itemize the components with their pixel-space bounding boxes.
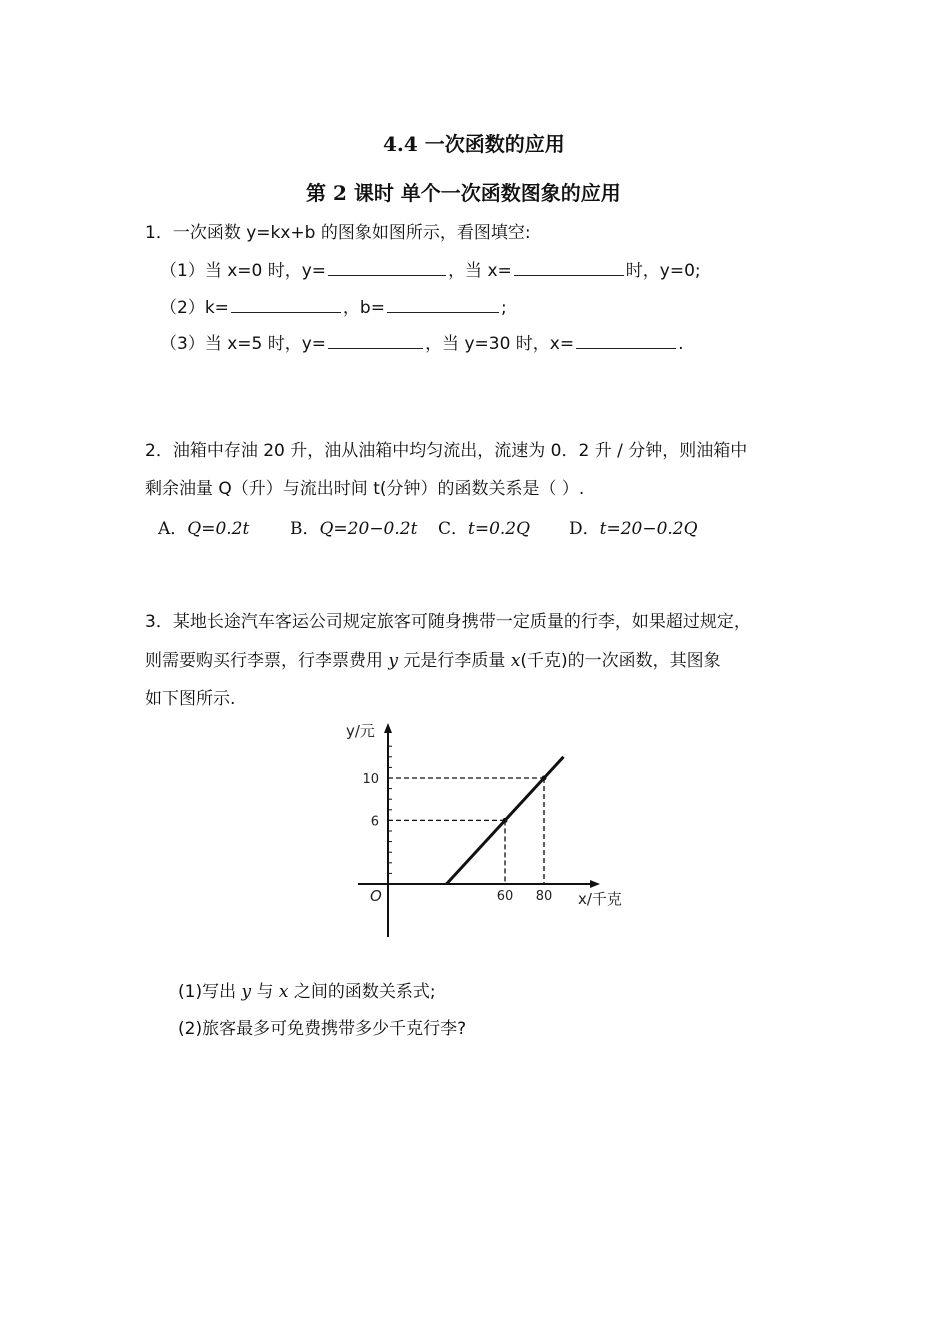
answer-blank[interactable] bbox=[387, 294, 499, 313]
option-label: B． bbox=[290, 519, 320, 539]
q3-sub2: (2)旅客最多可免费携带多少千克行李? bbox=[178, 1019, 467, 1039]
x-tick-label: 60 bbox=[496, 889, 514, 904]
q3-line2-text-b: 元是行李质量 bbox=[398, 651, 511, 671]
answer-blank[interactable] bbox=[231, 294, 341, 313]
option-label: C． bbox=[438, 519, 469, 539]
x-tick-label: 80 bbox=[535, 889, 553, 904]
q3-sub1 bbox=[178, 977, 436, 1002]
q3-line3: 如下图所示. bbox=[145, 689, 236, 709]
q1-part1 bbox=[160, 256, 701, 281]
data-point bbox=[542, 776, 547, 781]
page-subtitle: 第 2 课时 单个一次函数图象的应用 bbox=[306, 181, 621, 205]
data-point bbox=[503, 818, 508, 823]
x-axis-arrow bbox=[590, 880, 600, 888]
option-expr: t=0.2Q bbox=[468, 519, 531, 539]
option-label: A． bbox=[158, 519, 188, 539]
q3-line2-text-a: 则需要购买行李票，行李票费用 bbox=[145, 651, 389, 671]
q1-part3-text-b: ，当 y=30 时，x= bbox=[425, 334, 575, 354]
q3-line1: 3．某地长途汽车客运公司规定旅客可随身携带一定质量的行李，如果超过规定， bbox=[145, 612, 751, 632]
answer-blank[interactable] bbox=[328, 330, 423, 349]
var-x: x bbox=[278, 982, 289, 1002]
q1-part1-text-b: ，当 x= bbox=[448, 261, 512, 281]
var-y: y bbox=[241, 982, 252, 1002]
page-title: 4.4 一次函数的应用 bbox=[383, 132, 565, 156]
q3-sub1-text-a: (1)写出 bbox=[178, 982, 242, 1002]
var-y: y bbox=[388, 651, 399, 671]
answer-blank[interactable] bbox=[328, 257, 446, 276]
var-x: x bbox=[510, 651, 521, 671]
option-expr: Q=0.2t bbox=[187, 519, 250, 539]
q3-sub1-text-b: 与 bbox=[251, 982, 279, 1002]
option-label: D． bbox=[569, 519, 600, 539]
answer-blank[interactable] bbox=[576, 330, 676, 349]
x-axis-label: x/千克 bbox=[578, 890, 622, 908]
y-tick-label: 10 bbox=[362, 772, 379, 787]
q1-part1-text-c: 时，y=0; bbox=[625, 261, 701, 281]
q2-option-c[interactable] bbox=[438, 514, 530, 539]
q1-part3-text-a: （3）当 x=5 时，y= bbox=[160, 334, 327, 354]
q3-sub1-text-c: 之间的函数关系式; bbox=[288, 982, 436, 1002]
graph-figure bbox=[330, 715, 650, 945]
q2-option-a[interactable] bbox=[158, 514, 249, 539]
y-axis-label: y/元 bbox=[346, 722, 375, 740]
q1-part2-text-b: ，b= bbox=[342, 298, 385, 318]
answer-blank[interactable] bbox=[514, 257, 624, 276]
q2-option-b[interactable] bbox=[290, 514, 417, 539]
q2-line2: 剩余油量 Q（升）与流出时间 t(分钟）的函数关系是（ ）. bbox=[145, 479, 585, 499]
q1-part2-text-c: ; bbox=[500, 298, 507, 318]
q2-line1: 2．油箱中存油 20 升，油从油箱中均匀流出，流速为 0．2 升 / 分钟，则油箱中 bbox=[145, 441, 748, 461]
q1-part2 bbox=[160, 293, 507, 318]
q1-part3 bbox=[160, 329, 684, 354]
q1-part1-text-a: （1）当 x=0 时，y= bbox=[160, 261, 327, 281]
option-expr: t=20−0.2Q bbox=[599, 519, 698, 539]
option-expr: Q=20−0.2t bbox=[319, 519, 418, 539]
origin-label: O bbox=[370, 887, 382, 905]
q1-stem: 1．一次函数 y=kx+b 的图象如图所示，看图填空: bbox=[145, 223, 531, 243]
y-axis-arrow bbox=[384, 723, 392, 733]
q1-part2-text-a: （2）k= bbox=[160, 298, 229, 318]
q3-line2 bbox=[145, 646, 721, 671]
q1-part3-text-c: . bbox=[678, 334, 684, 354]
q2-option-d[interactable] bbox=[569, 514, 698, 539]
y-tick-label: 6 bbox=[370, 814, 379, 830]
q3-line2-text-c: (千克)的一次函数，其图象 bbox=[520, 651, 721, 671]
